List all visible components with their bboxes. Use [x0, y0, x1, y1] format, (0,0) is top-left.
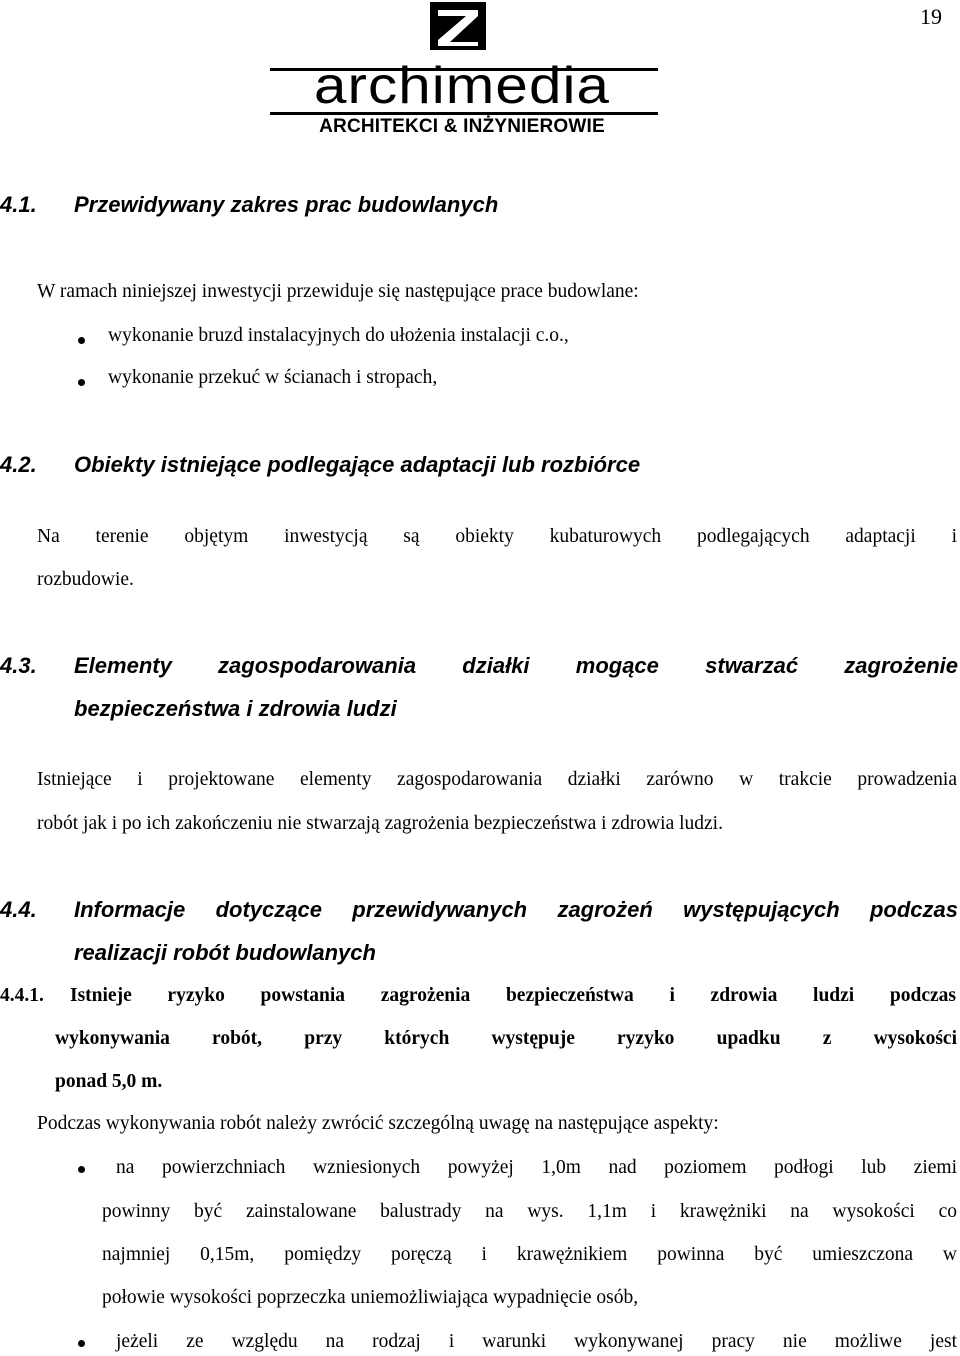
- list-item-line: na powierzchniach wzniesionych powyżej 1,0m nad poziomem podłogi lub ziemi: [116, 1157, 957, 1178]
- paragraph-line: robót jak i po ich zakończeniu nie stwarzają zagrożenia bezpieczeństwa i zdrowia ludzi.: [37, 813, 723, 834]
- section-title-continued: realizacji robót budowlanych: [74, 940, 376, 965]
- section-heading-4-3: [0, 653, 958, 679]
- section-number: 4.3.: [0, 653, 37, 678]
- paragraph: Podczas wykonywania robót należy zwrócić szczególną uwagę na następujące aspekty:: [37, 1113, 719, 1134]
- paragraph: W ramach niniejszej inwestycji przewiduje się następujące prace budowlane:: [37, 281, 639, 302]
- section-title-continued: bezpieczeństwa i zdrowia ludzi: [74, 696, 397, 721]
- section-title: Informacje dotyczące przewidywanych zagrożeń występujących podczas: [74, 897, 958, 922]
- company-logo: [266, 2, 658, 137]
- paragraph-line: rozbudowie.: [37, 569, 134, 590]
- list-item: wykonanie bruzd instalacyjnych do ułożenia instalacji c.o.,: [108, 325, 569, 346]
- subsection-heading-4-4-1: [0, 985, 958, 1007]
- subsection-title-continued: ponad 5,0 m.: [55, 1071, 163, 1092]
- section-number: 4.1.: [0, 192, 37, 217]
- section-heading-4-4: [0, 897, 958, 923]
- logo-mark-icon: [430, 2, 486, 50]
- logo-wordmark: archimedia: [313, 57, 611, 115]
- section-number: 4.2.: [0, 452, 37, 477]
- section-title: Obiekty istniejące podlegające adaptacji lub rozbiórce: [74, 452, 641, 477]
- list-item-line: połowie wysokości poprzeczka uniemożliwiająca wypadnięcie osób,: [102, 1287, 639, 1308]
- list-item-line: najmniej 0,15m, pomiędzy poręczą i krawężnikiem powinna być umieszczona w: [102, 1244, 957, 1265]
- paragraph-line: Istniejące i projektowane elementy zagospodarowania działki zarówno w trakcie prowadzenia: [37, 769, 957, 790]
- paragraph-line: Na terenie objętym inwestycją są obiekty kubaturowych podlegających adaptacji i: [37, 526, 957, 547]
- subsection-number: 4.4.1.: [0, 985, 44, 1006]
- section-heading-4-1: [0, 192, 498, 218]
- bullet-icon: [78, 1166, 85, 1173]
- list-item: wykonanie przekuć w ścianach i stropach,: [108, 367, 438, 388]
- bullet-icon: [78, 379, 85, 386]
- page-number: 19: [920, 4, 942, 29]
- bullet-icon: [78, 1340, 85, 1347]
- section-title: Przewidywany zakres prac budowlanych: [74, 192, 499, 217]
- section-title: Elementy zagospodarowania działki mogące stwarzać zagrożenie: [74, 653, 958, 678]
- list-item-line: jeżeli ze względu na rodzaj i warunki wykonywanej pracy nie możliwe jest: [116, 1331, 957, 1352]
- bullet-icon: [78, 337, 85, 344]
- section-heading-4-2: [0, 452, 640, 478]
- list-item-line: powinny być zainstalowane balustrady na wys. 1,1m i krawężniki na wysokości co: [102, 1201, 957, 1222]
- logo-rule: [270, 112, 658, 115]
- section-number: 4.4.: [0, 897, 37, 922]
- subsection-title-continued: wykonywania robót, przy których występuje ryzyko upadku z wysokości: [55, 1028, 957, 1049]
- logo-subtitle: ARCHITEKCI & INŻYNIEROWIE: [319, 116, 605, 137]
- subsection-title: Istnieje ryzyko powstania zagrożenia bezpieczeństwa i zdrowia ludzi podczas: [70, 985, 956, 1006]
